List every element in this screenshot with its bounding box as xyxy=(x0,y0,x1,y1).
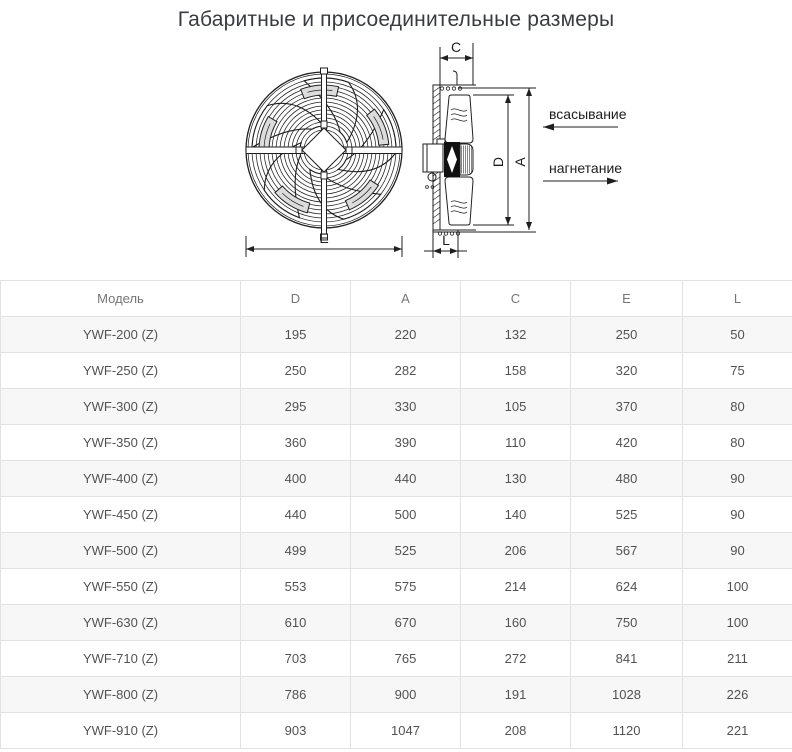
value-cell: 211 xyxy=(683,641,792,677)
column-header-model: Модель xyxy=(1,281,241,317)
value-cell: 50 xyxy=(683,317,792,353)
value-cell: 553 xyxy=(241,569,351,605)
value-cell: 765 xyxy=(351,641,461,677)
value-cell: 500 xyxy=(351,497,461,533)
value-cell: 110 xyxy=(461,425,571,461)
model-cell: YWF-910 (Z) xyxy=(1,713,241,749)
value-cell: 841 xyxy=(571,641,683,677)
table-row xyxy=(1,317,792,353)
value-cell: 140 xyxy=(461,497,571,533)
value-cell: 420 xyxy=(571,425,683,461)
value-cell: 567 xyxy=(571,533,683,569)
model-cell: YWF-800 (Z) xyxy=(1,677,241,713)
value-cell: 90 xyxy=(683,533,792,569)
value-cell: 390 xyxy=(351,425,461,461)
model-cell: YWF-300 (Z) xyxy=(1,389,241,425)
table-row xyxy=(1,389,792,425)
dim-label-d: D xyxy=(490,156,506,168)
value-cell: 214 xyxy=(461,569,571,605)
discharge-arrow-icon xyxy=(607,178,618,185)
value-cell: 525 xyxy=(351,533,461,569)
model-cell: YWF-500 (Z) xyxy=(1,533,241,569)
value-cell: 670 xyxy=(351,605,461,641)
value-cell: 272 xyxy=(461,641,571,677)
fan-drawing xyxy=(0,40,792,270)
value-cell: 160 xyxy=(461,605,571,641)
value-cell: 624 xyxy=(571,569,683,605)
page-title: Габаритные и присоединительные размеры xyxy=(177,8,615,31)
table-row xyxy=(1,677,792,713)
value-cell: 75 xyxy=(683,353,792,389)
table-row xyxy=(1,605,792,641)
column-header-e: E xyxy=(571,281,683,317)
motor-hub-icon xyxy=(423,139,473,188)
value-cell: 250 xyxy=(571,317,683,353)
dim-label-l: L xyxy=(442,232,450,248)
value-cell: 525 xyxy=(571,497,683,533)
table-row xyxy=(1,425,792,461)
value-cell: 440 xyxy=(351,461,461,497)
value-cell: 1047 xyxy=(351,713,461,749)
value-cell: 130 xyxy=(461,461,571,497)
value-cell: 221 xyxy=(683,713,792,749)
model-cell: YWF-450 (Z) xyxy=(1,497,241,533)
front-view xyxy=(246,68,402,257)
column-header-l: L xyxy=(683,281,792,317)
value-cell: 400 xyxy=(241,461,351,497)
value-cell: 158 xyxy=(461,353,571,389)
value-cell: 330 xyxy=(351,389,461,425)
model-cell: YWF-630 (Z) xyxy=(1,605,241,641)
table-header-row xyxy=(1,281,792,317)
value-cell: 750 xyxy=(571,605,683,641)
value-cell: 1028 xyxy=(571,677,683,713)
table-row xyxy=(1,353,792,389)
value-cell: 100 xyxy=(683,569,792,605)
value-cell: 703 xyxy=(241,641,351,677)
value-cell: 132 xyxy=(461,317,571,353)
column-header-a: A xyxy=(351,281,461,317)
dim-label-a: A xyxy=(512,157,528,167)
value-cell: 295 xyxy=(241,389,351,425)
side-view xyxy=(423,40,536,258)
airflow-annotations xyxy=(543,106,627,185)
model-cell: YWF-200 (Z) xyxy=(1,317,241,353)
table-row xyxy=(1,497,792,533)
value-cell: 610 xyxy=(241,605,351,641)
table-row xyxy=(1,569,792,605)
value-cell: 105 xyxy=(461,389,571,425)
column-header-c: C xyxy=(461,281,571,317)
value-cell: 90 xyxy=(683,461,792,497)
value-cell: 575 xyxy=(351,569,461,605)
value-cell: 208 xyxy=(461,713,571,749)
model-cell: YWF-400 (Z) xyxy=(1,461,241,497)
value-cell: 440 xyxy=(241,497,351,533)
table-row xyxy=(1,461,792,497)
value-cell: 90 xyxy=(683,497,792,533)
dim-label-c: C xyxy=(450,40,462,55)
value-cell: 195 xyxy=(241,317,351,353)
table-row xyxy=(1,713,792,749)
discharge-label: нагнетание xyxy=(549,160,623,176)
value-cell: 282 xyxy=(351,353,461,389)
value-cell: 206 xyxy=(461,533,571,569)
dim-label-e: E xyxy=(319,230,329,246)
suction-label: всасывание xyxy=(549,106,627,122)
value-cell: 499 xyxy=(241,533,351,569)
value-cell: 1120 xyxy=(571,713,683,749)
model-cell: YWF-250 (Z) xyxy=(1,353,241,389)
bracket-hook-icon xyxy=(453,71,457,85)
value-cell: 80 xyxy=(683,389,792,425)
value-cell: 786 xyxy=(241,677,351,713)
model-cell: YWF-550 (Z) xyxy=(1,569,241,605)
value-cell: 100 xyxy=(683,605,792,641)
value-cell: 480 xyxy=(571,461,683,497)
model-cell: YWF-710 (Z) xyxy=(1,641,241,677)
value-cell: 250 xyxy=(241,353,351,389)
value-cell: 191 xyxy=(461,677,571,713)
model-cell: YWF-350 (Z) xyxy=(1,425,241,461)
value-cell: 80 xyxy=(683,425,792,461)
value-cell: 903 xyxy=(241,713,351,749)
value-cell: 900 xyxy=(351,677,461,713)
value-cell: 220 xyxy=(351,317,461,353)
value-cell: 360 xyxy=(241,425,351,461)
column-header-d: D xyxy=(241,281,351,317)
value-cell: 226 xyxy=(683,677,792,713)
dimensional-diagram xyxy=(0,40,792,270)
table-row xyxy=(1,533,792,569)
value-cell: 370 xyxy=(571,389,683,425)
suction-arrow-icon xyxy=(543,124,554,131)
dimensions-table xyxy=(0,280,792,749)
value-cell: 320 xyxy=(571,353,683,389)
table-row xyxy=(1,641,792,677)
